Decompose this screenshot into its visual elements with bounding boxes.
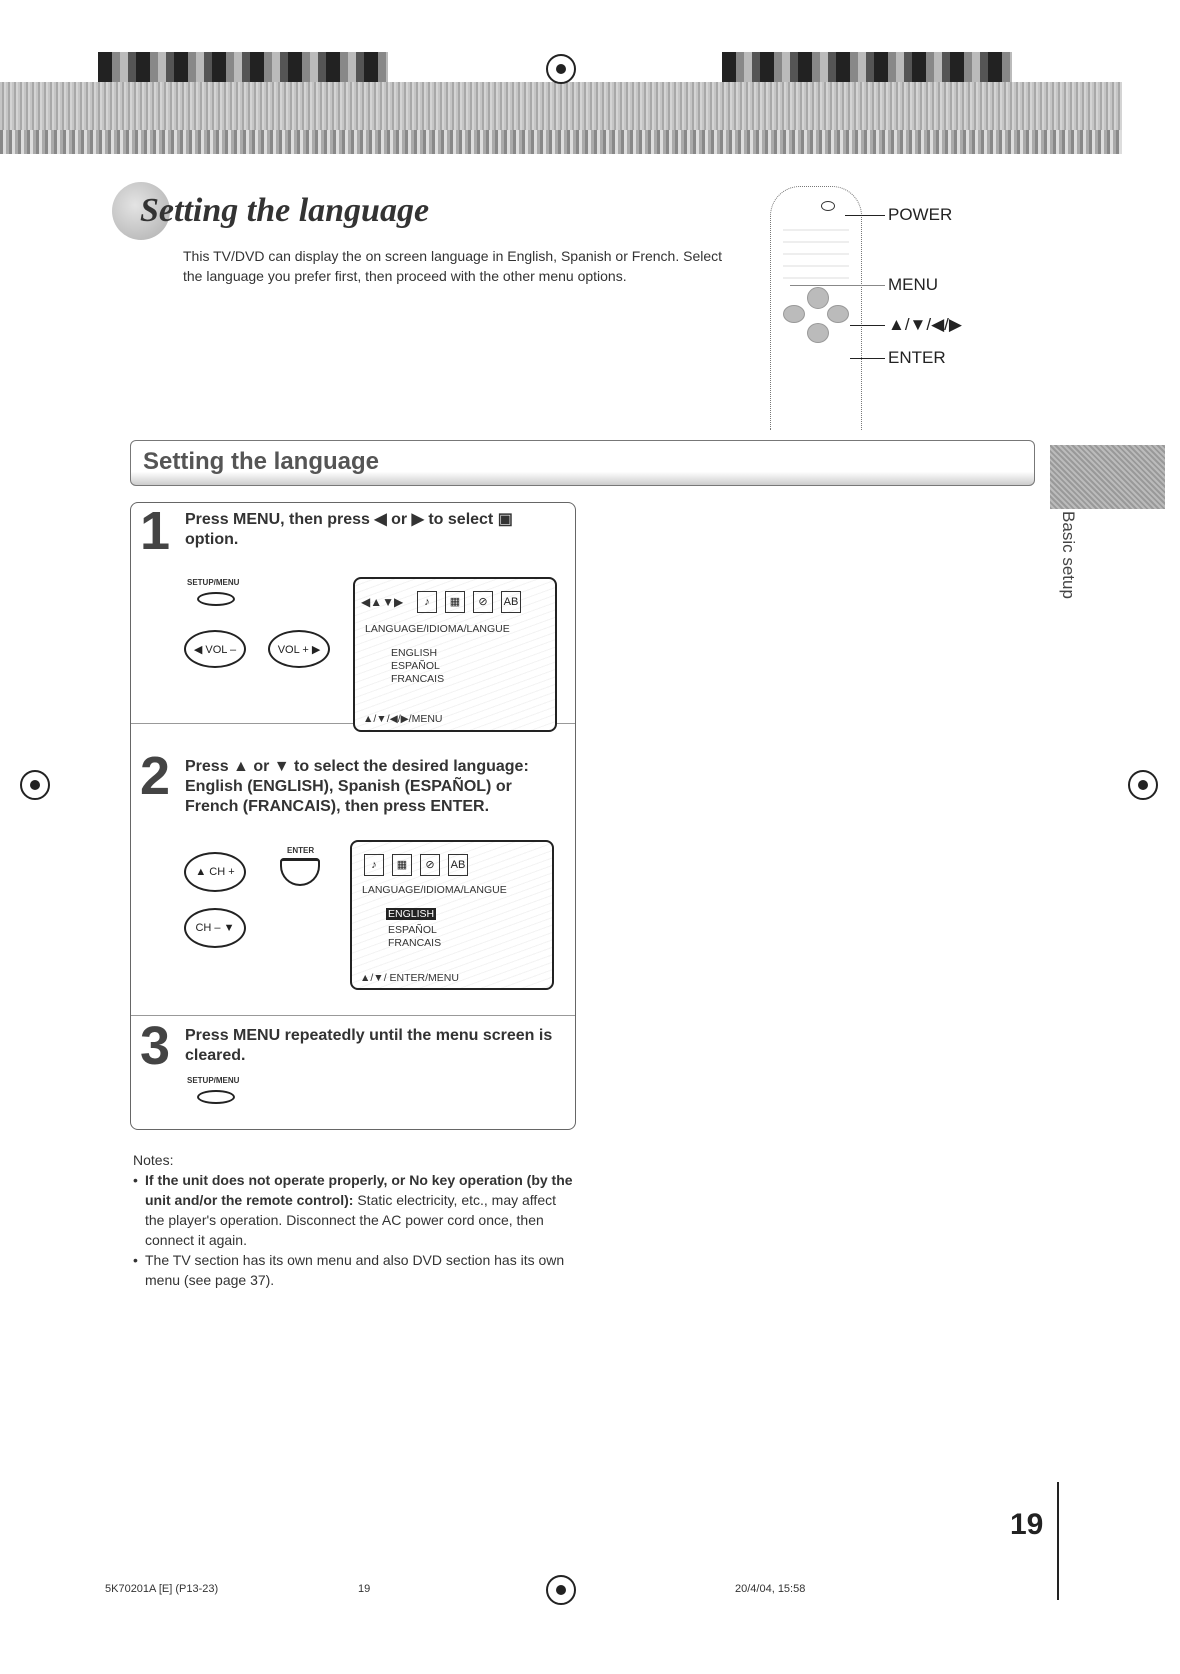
setup-menu-button-icon: [197, 1090, 235, 1104]
step-text: Press ▲ or ▼ to select the desired language: English (ENGLISH), Spanish (ESPAÑOL) or French (FRANCAIS), then press ENTER.: [185, 758, 529, 815]
registration-mark-icon: [20, 770, 50, 800]
footer-date: 20/4/04, 15:58: [735, 1583, 806, 1595]
selected-option: ENGLISH: [388, 908, 435, 920]
remote-label-menu: MENU: [888, 275, 939, 294]
step-number: 2: [140, 746, 171, 806]
osd-nav-arrows: ◀▲▼▶: [361, 595, 404, 609]
enter-label: ENTER: [287, 846, 315, 855]
vol-plus-button-icon: VOL + ▶: [268, 630, 330, 668]
registration-mark-icon: [546, 54, 576, 84]
color-bar-left: [98, 52, 388, 82]
remote-label-arrows: ▲/▼/◀/▶: [888, 315, 962, 334]
step-number: 1: [140, 501, 171, 561]
remote-label-power: POWER: [888, 205, 953, 224]
ch-minus-button-icon: CH – ▼: [184, 908, 246, 948]
step-text: Press MENU repeatedly until the menu screen is cleared.: [185, 1027, 553, 1064]
footer-code: 5K70201A [E] (P13-23): [105, 1583, 219, 1595]
header-band-pattern: [0, 130, 1122, 154]
page-title: Setting the language: [140, 192, 430, 229]
step-text: Press MENU, then press ◀ or ▶ to select ▣ option.: [185, 511, 513, 548]
side-tab: [1050, 445, 1165, 509]
intro-text: This TV/DVD can display the on screen language in English, Spanish or French. Select the language you prefer first, then proceed with the other menu options.: [183, 248, 723, 284]
registration-mark-icon: [1128, 770, 1158, 800]
setup-menu-label: SETUP/MENU: [187, 578, 240, 587]
section-header: Setting the language: [130, 440, 1035, 486]
vol-minus-button-icon: ◀ VOL –: [184, 630, 246, 668]
footer-page: 19: [358, 1583, 371, 1595]
step-number: 3: [140, 1016, 171, 1076]
notes: Notes: • If the unit does not operate properly, or No key operation (by the unit and/or the remote control): Static electricity, etc., may affect the player's operation. Disconnect the AC power cord once, then connect it again. • The TV section has its own menu and also DVD section has its own menu (see page 37).: [133, 1150, 573, 1290]
side-tab-label: Basic setup: [1059, 511, 1078, 599]
color-bar-right: [722, 52, 1012, 82]
setup-menu-label: SETUP/MENU: [187, 1076, 240, 1085]
remote-label-enter: ENTER: [888, 348, 946, 367]
osd-screen: ♪ ▦ ⊘ AB LANGUAGE/IDIOMA/LANGUE ENGLISH ESPAÑOL FRANCAIS ▲/▼/ ENTER/MENU: [350, 840, 554, 990]
registration-mark-icon: [546, 1575, 576, 1605]
osd-screen: ◀▲▼▶ ♪ ▦ ⊘ AB LANGUAGE/IDIOMA/LANGUE ENGLISH ESPAÑOL FRANCAIS ▲/▼/◀/▶/MENU: [353, 577, 557, 732]
page-number: 19: [1010, 1508, 1044, 1541]
remote-illustration: [770, 186, 862, 430]
setup-menu-button-icon: [197, 592, 235, 606]
ch-plus-button-icon: ▲ CH +: [184, 852, 246, 892]
